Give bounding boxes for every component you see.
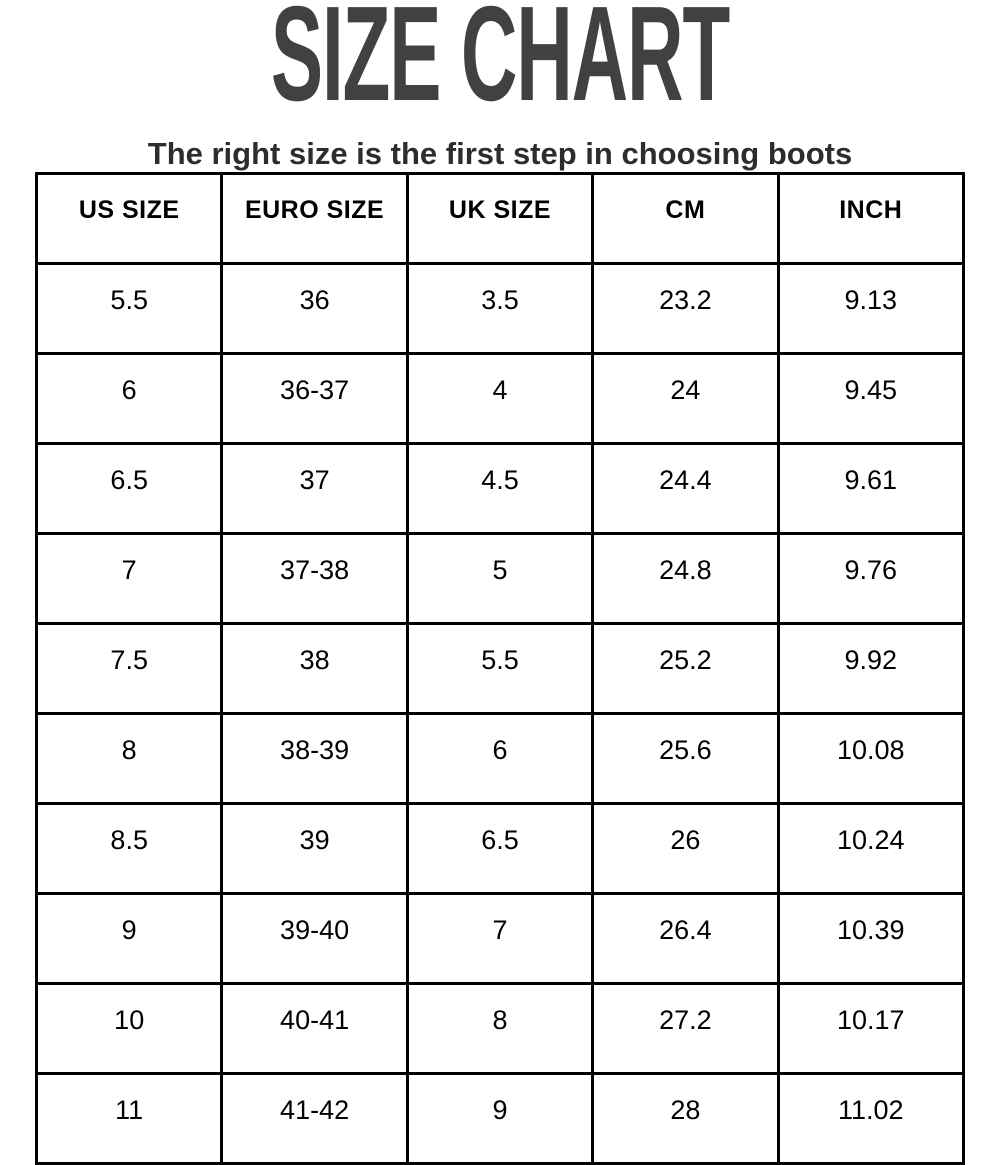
table-cell: 10.08 <box>778 714 963 804</box>
table-cell: 6.5 <box>37 444 222 534</box>
table-cell: 37 <box>222 444 407 534</box>
page-title: SIZE CHART <box>270 0 730 129</box>
table-cell: 9 <box>407 1074 592 1164</box>
table-row <box>37 1074 964 1164</box>
table-cell: 36-37 <box>222 354 407 444</box>
size-table-header <box>37 174 964 264</box>
table-cell: 36 <box>222 264 407 354</box>
table-cell: 5 <box>407 534 592 624</box>
table-row <box>37 894 964 984</box>
table-cell: 26 <box>593 804 778 894</box>
table-row <box>37 264 964 354</box>
table-cell: 27.2 <box>593 984 778 1074</box>
table-row <box>37 354 964 444</box>
table-cell: 40-41 <box>222 984 407 1074</box>
table-cell: 23.2 <box>593 264 778 354</box>
table-cell: 25.2 <box>593 624 778 714</box>
column-header-cm: CM <box>593 174 778 264</box>
table-cell: 9.92 <box>778 624 963 714</box>
table-cell: 10.17 <box>778 984 963 1074</box>
table-cell: 9.13 <box>778 264 963 354</box>
table-cell: 4 <box>407 354 592 444</box>
table-cell: 24.8 <box>593 534 778 624</box>
table-cell: 39-40 <box>222 894 407 984</box>
table-cell: 26.4 <box>593 894 778 984</box>
table-cell: 41-42 <box>222 1074 407 1164</box>
table-cell: 4.5 <box>407 444 592 534</box>
table-cell: 11 <box>37 1074 222 1164</box>
column-header-uk-size: UK SIZE <box>407 174 592 264</box>
table-cell: 38 <box>222 624 407 714</box>
size-table <box>35 172 965 1165</box>
table-cell: 6 <box>37 354 222 444</box>
table-cell: 5.5 <box>407 624 592 714</box>
table-row <box>37 804 964 894</box>
table-cell: 8 <box>37 714 222 804</box>
column-header-us-size: US SIZE <box>37 174 222 264</box>
page-subtitle: The right size is the first step in choosing boots <box>147 136 853 171</box>
table-cell: 10.24 <box>778 804 963 894</box>
table-cell: 7.5 <box>37 624 222 714</box>
table-cell: 24 <box>593 354 778 444</box>
size-table-body <box>37 264 964 1164</box>
table-cell: 37-38 <box>222 534 407 624</box>
table-cell: 11.02 <box>778 1074 963 1164</box>
column-header-inch: INCH <box>778 174 963 264</box>
table-cell: 10 <box>37 984 222 1074</box>
header-row <box>37 174 964 264</box>
table-cell: 5.5 <box>37 264 222 354</box>
table-row <box>37 444 964 534</box>
table-cell: 7 <box>37 534 222 624</box>
table-row <box>37 984 964 1074</box>
table-cell: 9.76 <box>778 534 963 624</box>
table-cell: 38-39 <box>222 714 407 804</box>
table-row <box>37 534 964 624</box>
table-cell: 24.4 <box>593 444 778 534</box>
table-row <box>37 624 964 714</box>
table-cell: 39 <box>222 804 407 894</box>
table-cell: 9 <box>37 894 222 984</box>
table-cell: 3.5 <box>407 264 592 354</box>
table-cell: 9.45 <box>778 354 963 444</box>
table-row <box>37 714 964 804</box>
table-cell: 10.39 <box>778 894 963 984</box>
table-cell: 9.61 <box>778 444 963 534</box>
table-cell: 25.6 <box>593 714 778 804</box>
table-cell: 28 <box>593 1074 778 1164</box>
table-cell: 7 <box>407 894 592 984</box>
table-cell: 6 <box>407 714 592 804</box>
table-cell: 8.5 <box>37 804 222 894</box>
table-cell: 6.5 <box>407 804 592 894</box>
table-cell: 8 <box>407 984 592 1074</box>
column-header-euro-size: EURO SIZE <box>222 174 407 264</box>
